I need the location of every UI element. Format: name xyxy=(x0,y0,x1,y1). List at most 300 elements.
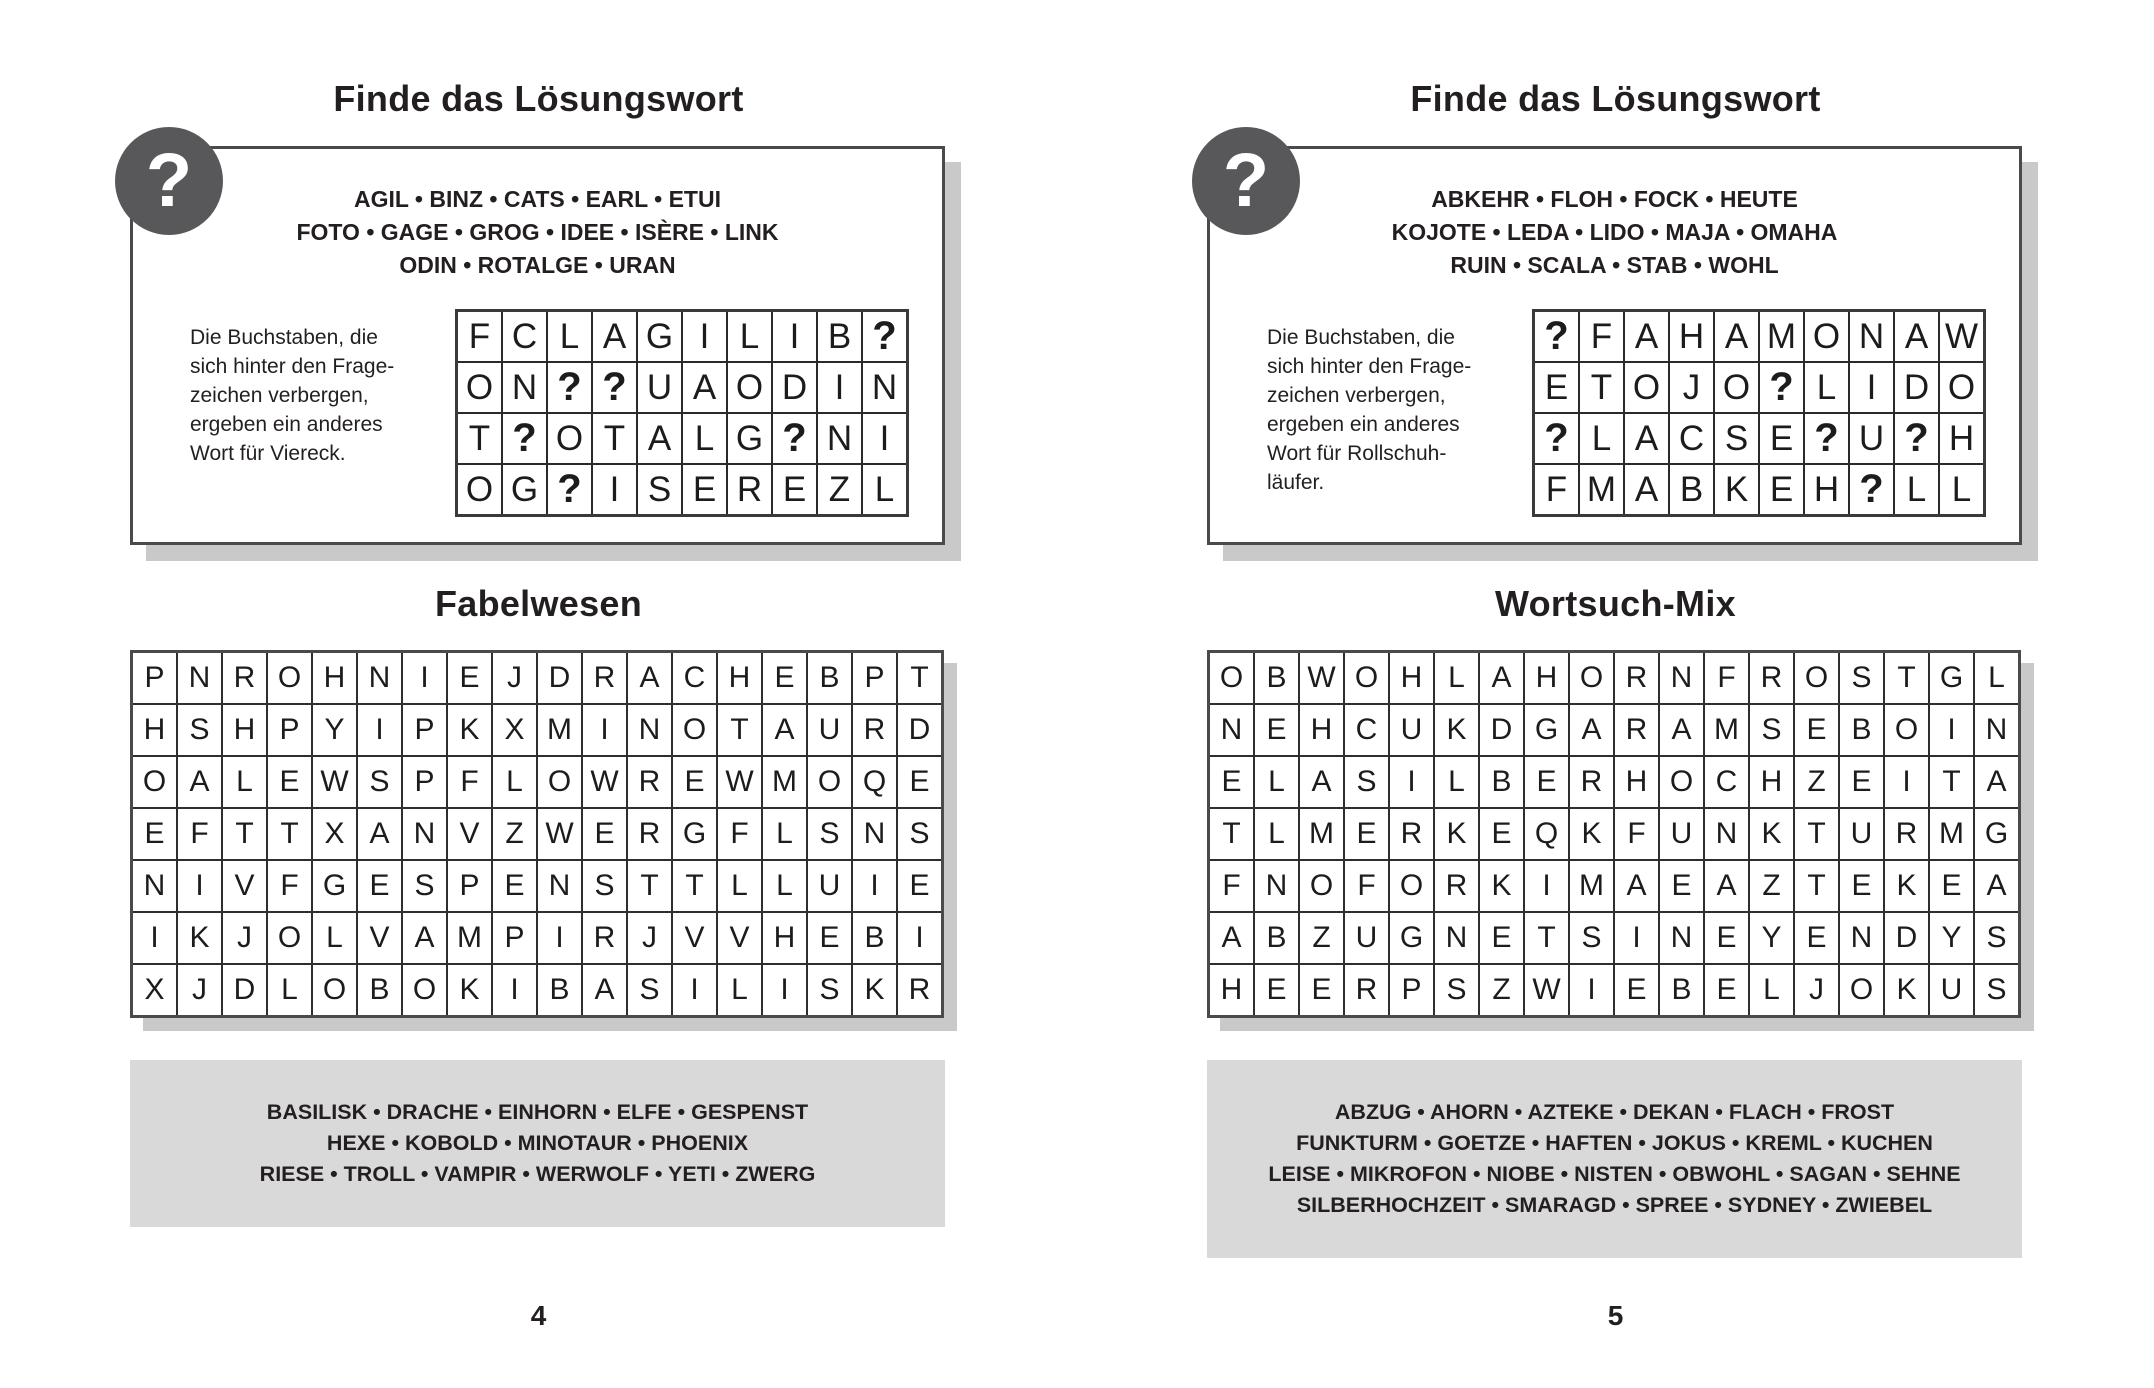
grid-row xyxy=(1209,652,2020,705)
letter-cell: K xyxy=(1479,860,1524,912)
letter-cell: H xyxy=(1749,756,1794,808)
letter-cell: L xyxy=(1434,756,1479,808)
letter-cell: K xyxy=(447,964,492,1017)
letter-cell: W xyxy=(1524,964,1569,1017)
letter-cell: I xyxy=(1929,704,1974,756)
letter-cell: R xyxy=(627,756,672,808)
grid-row xyxy=(1209,964,2020,1017)
letter-cell: L xyxy=(1749,964,1794,1017)
letter-cell: N xyxy=(1254,860,1299,912)
letter-cell: G xyxy=(1389,912,1434,964)
letter-cell: Z xyxy=(1479,964,1524,1017)
text-line: SILBERHOCHZEIT • SMARAGD • SPREE • SYDNEY • ZWIEBEL xyxy=(1296,1193,1933,1217)
letter-cell: K xyxy=(1884,860,1929,912)
letter-cell: O xyxy=(807,756,852,808)
letter-cell: W xyxy=(717,756,762,808)
letter-cell: B xyxy=(1659,964,1704,1017)
letter-cell: B xyxy=(1839,704,1884,756)
letter-cell: M xyxy=(1299,808,1344,860)
letter-cell: P xyxy=(492,912,537,964)
letter-cell: C xyxy=(502,311,547,363)
grid-row xyxy=(1209,808,2020,860)
hidden-letter-cell: ? xyxy=(1894,413,1939,464)
letter-cell: N xyxy=(862,362,908,413)
letter-cell: N xyxy=(402,808,447,860)
letter-cell: S xyxy=(1714,413,1759,464)
grid-row xyxy=(132,756,943,808)
hidden-letter-cell: ? xyxy=(1534,413,1580,464)
letter-cell: G xyxy=(1974,808,2020,860)
letter-cell: N xyxy=(1974,704,2020,756)
question-mark-glyph: ? xyxy=(145,138,193,223)
letter-cell: E xyxy=(357,860,402,912)
letter-cell: L xyxy=(492,756,537,808)
letter-cell: U xyxy=(1344,912,1389,964)
solution-puzzle-title: Finde das Lösungswort xyxy=(333,78,744,119)
letter-cell: I xyxy=(852,860,897,912)
letter-cell: F xyxy=(1614,808,1659,860)
letter-cell: P xyxy=(267,704,312,756)
letter-cell: S xyxy=(807,808,852,860)
letter-cell: B xyxy=(1254,912,1299,964)
letter-cell: R xyxy=(1344,964,1389,1017)
letter-cell: O xyxy=(1839,964,1884,1017)
letter-cell: O xyxy=(672,704,717,756)
letter-cell: R xyxy=(1569,756,1614,808)
letter-cell: S xyxy=(1839,652,1884,705)
letter-cell: M xyxy=(762,756,807,808)
letter-cell: I xyxy=(1884,756,1929,808)
letter-cell: P xyxy=(447,860,492,912)
letter-cell: T xyxy=(717,704,762,756)
letter-cell: B xyxy=(537,964,582,1017)
grid-row xyxy=(132,808,943,860)
letter-cell: M xyxy=(447,912,492,964)
letter-cell: T xyxy=(1929,756,1974,808)
letter-cell: X xyxy=(132,964,178,1017)
letter-cell: B xyxy=(1669,464,1714,516)
letter-cell: H xyxy=(1209,964,1255,1017)
letter-cell: V xyxy=(222,860,267,912)
letter-cell: E xyxy=(1794,912,1839,964)
letter-cell: O xyxy=(267,912,312,964)
letter-cell: G xyxy=(502,464,547,516)
letter-cell: R xyxy=(582,652,627,705)
letter-cell: R xyxy=(582,912,627,964)
letter-cell: B xyxy=(1254,652,1299,705)
grid-row xyxy=(457,362,908,413)
letter-cell: J xyxy=(222,912,267,964)
letter-cell: F xyxy=(1704,652,1749,705)
letter-cell: R xyxy=(897,964,943,1017)
letter-cell: A xyxy=(627,652,672,705)
letter-cell: A xyxy=(1624,464,1669,516)
grid-row xyxy=(132,704,943,756)
letter-cell: E xyxy=(132,808,178,860)
letter-cell: E xyxy=(1479,808,1524,860)
letter-cell: I xyxy=(582,704,627,756)
letter-cell: Y xyxy=(1749,912,1794,964)
letter-cell: O xyxy=(537,756,582,808)
letter-cell: N xyxy=(132,860,178,912)
letter-cell: H xyxy=(762,912,807,964)
letter-cell: T xyxy=(1579,362,1624,413)
letter-cell: N xyxy=(1434,912,1479,964)
letter-cell: U xyxy=(637,362,682,413)
letter-cell: O xyxy=(457,464,503,516)
grid-row xyxy=(1534,413,1985,464)
text-line: sich hinter den Frage- xyxy=(1267,355,1472,378)
letter-cell: H xyxy=(1804,464,1849,516)
text-line: ABKEHR • FLOH • FOCK • HEUTE xyxy=(1431,186,1798,212)
letter-cell: A xyxy=(1894,311,1939,363)
letter-cell: I xyxy=(177,860,222,912)
hidden-letter-cell: ? xyxy=(1849,464,1894,516)
letter-cell: E xyxy=(672,756,717,808)
letter-cell: E xyxy=(1534,362,1580,413)
letter-cell: O xyxy=(727,362,772,413)
text-line: Die Buchstaben, die xyxy=(190,326,378,349)
letter-cell: F xyxy=(717,808,762,860)
letter-cell: U xyxy=(807,860,852,912)
letter-cell: A xyxy=(762,704,807,756)
letter-cell: B xyxy=(1479,756,1524,808)
letter-cell: T xyxy=(1524,912,1569,964)
letter-cell: Y xyxy=(1929,912,1974,964)
letter-cell: E xyxy=(1344,808,1389,860)
letter-cell: S xyxy=(897,808,943,860)
letter-cell: W xyxy=(1299,652,1344,705)
letter-cell: Z xyxy=(1299,912,1344,964)
letter-cell: X xyxy=(492,704,537,756)
letter-cell: C xyxy=(1704,756,1749,808)
letter-cell: T xyxy=(1209,808,1255,860)
letter-cell: Z xyxy=(817,464,862,516)
letter-cell: A xyxy=(592,311,637,363)
letter-cell: X xyxy=(312,808,357,860)
letter-cell: I xyxy=(862,413,908,464)
text-line: RUIN • SCALA • STAB • WOHL xyxy=(1450,252,1779,278)
letter-cell: E xyxy=(807,912,852,964)
letter-cell: M xyxy=(1569,860,1614,912)
letter-cell: A xyxy=(582,964,627,1017)
letter-cell: H xyxy=(312,652,357,705)
letter-cell: Y xyxy=(312,704,357,756)
letter-cell: A xyxy=(357,808,402,860)
letter-cell: H xyxy=(1614,756,1659,808)
letter-cell: M xyxy=(1929,808,1974,860)
letter-cell: J xyxy=(177,964,222,1017)
letter-cell: A xyxy=(682,362,727,413)
text-line: AGIL • BINZ • CATS • EARL • ETUI xyxy=(353,186,721,212)
letter-cell: E xyxy=(1704,912,1749,964)
letter-cell: M xyxy=(1759,311,1804,363)
letter-cell: M xyxy=(1704,704,1749,756)
letter-cell: G xyxy=(637,311,682,363)
letter-cell: T xyxy=(222,808,267,860)
letter-cell: A xyxy=(1614,860,1659,912)
wordsearch-grid xyxy=(130,650,944,1018)
hidden-letter-cell: ? xyxy=(1804,413,1849,464)
wordsearch-grid xyxy=(1207,650,2021,1018)
letter-cell: H xyxy=(717,652,762,705)
letter-cell: T xyxy=(897,652,943,705)
letter-cell: K xyxy=(1884,964,1929,1017)
letter-cell: E xyxy=(1254,704,1299,756)
hidden-letter-cell: ? xyxy=(1759,362,1804,413)
letter-cell: E xyxy=(1209,756,1255,808)
letter-cell: R xyxy=(1749,652,1794,705)
letter-cell: Z xyxy=(492,808,537,860)
letter-cell: J xyxy=(1669,362,1714,413)
solution-puzzle-box xyxy=(130,138,945,545)
grid-row xyxy=(1209,704,2020,756)
letter-cell: A xyxy=(1624,311,1669,363)
letter-cell: T xyxy=(457,413,503,464)
hidden-letter-cell: ? xyxy=(547,362,592,413)
text-line: zeichen verbergen, xyxy=(1267,384,1446,407)
letter-cell: E xyxy=(1794,704,1839,756)
letter-cell: J xyxy=(1794,964,1839,1017)
letter-cell: A xyxy=(1479,652,1524,705)
letter-cell: A xyxy=(1209,912,1255,964)
text-line: FUNKTURM • GOETZE • HAFTEN • JOKUS • KREML • KUCHEN xyxy=(1296,1131,1933,1155)
letter-cell: D xyxy=(897,704,943,756)
grid-row xyxy=(132,912,943,964)
letter-cell: H xyxy=(222,704,267,756)
letter-cell: C xyxy=(1669,413,1714,464)
text-line: ergeben ein anderes xyxy=(190,413,383,436)
solution-letter-grid xyxy=(455,309,909,517)
letter-cell: L xyxy=(1254,808,1299,860)
letter-cell: B xyxy=(807,652,852,705)
hidden-letter-cell: ? xyxy=(772,413,817,464)
letter-cell: N xyxy=(357,652,402,705)
letter-cell: O xyxy=(1714,362,1759,413)
letter-cell: H xyxy=(132,704,178,756)
letter-cell: R xyxy=(727,464,772,516)
letter-cell: A xyxy=(1704,860,1749,912)
letter-cell: L xyxy=(1804,362,1849,413)
letter-cell: S xyxy=(177,704,222,756)
grid-row xyxy=(1209,912,2020,964)
letter-cell: T xyxy=(1884,652,1929,705)
grid-row xyxy=(132,652,943,705)
letter-cell: K xyxy=(447,704,492,756)
grid-row xyxy=(132,860,943,912)
letter-cell: H xyxy=(1669,311,1714,363)
letter-cell: L xyxy=(1894,464,1939,516)
wordsearch-word-list xyxy=(130,1060,945,1227)
letter-cell: D xyxy=(1894,362,1939,413)
letter-cell: M xyxy=(537,704,582,756)
letter-cell: O xyxy=(132,756,178,808)
letter-cell: B xyxy=(852,912,897,964)
letter-cell: S xyxy=(582,860,627,912)
letter-cell: E xyxy=(1839,860,1884,912)
letter-cell: S xyxy=(357,756,402,808)
letter-cell: F xyxy=(177,808,222,860)
letter-cell: O xyxy=(1794,652,1839,705)
letter-cell: F xyxy=(447,756,492,808)
letter-cell: I xyxy=(1524,860,1569,912)
letter-cell: A xyxy=(1974,860,2020,912)
letter-cell: T xyxy=(1794,808,1839,860)
letter-cell: U xyxy=(807,704,852,756)
instruction-text xyxy=(1267,323,1557,497)
letter-cell: N xyxy=(627,704,672,756)
solution-word-bank xyxy=(1210,183,2019,282)
letter-cell: F xyxy=(1534,464,1580,516)
letter-cell: D xyxy=(222,964,267,1017)
letter-cell: W xyxy=(312,756,357,808)
letter-cell: E xyxy=(682,464,727,516)
question-mark-glyph: ? xyxy=(1222,138,1270,223)
letter-cell: N xyxy=(852,808,897,860)
letter-cell: I xyxy=(492,964,537,1017)
letter-cell: E xyxy=(772,464,817,516)
letter-cell: O xyxy=(1939,362,1985,413)
letter-cell: A xyxy=(1624,413,1669,464)
letter-cell: E xyxy=(1299,964,1344,1017)
letter-cell: E xyxy=(1759,413,1804,464)
letter-cell: S xyxy=(637,464,682,516)
letter-cell: L xyxy=(1434,652,1479,705)
letter-cell: N xyxy=(502,362,547,413)
grid-row xyxy=(1534,311,1985,363)
letter-cell: D xyxy=(772,362,817,413)
letter-cell: D xyxy=(1884,912,1929,964)
letter-cell: K xyxy=(1714,464,1759,516)
letter-cell: A xyxy=(1569,704,1614,756)
text-line: sich hinter den Frage- xyxy=(190,355,395,378)
letter-cell: O xyxy=(1389,860,1434,912)
letter-cell: I xyxy=(537,912,582,964)
letter-cell: F xyxy=(267,860,312,912)
page-right xyxy=(1077,0,2154,1388)
letter-cell: Q xyxy=(852,756,897,808)
letter-cell: O xyxy=(547,413,592,464)
text-line: KOJOTE • LEDA • LIDO • MAJA • OMAHA xyxy=(1391,219,1838,245)
letter-cell: L xyxy=(762,808,807,860)
letter-cell: U xyxy=(1389,704,1434,756)
letter-cell: O xyxy=(1344,652,1389,705)
letter-cell: R xyxy=(627,808,672,860)
letter-cell: E xyxy=(1659,860,1704,912)
letter-cell: L xyxy=(267,964,312,1017)
letter-cell: I xyxy=(1614,912,1659,964)
letter-cell: S xyxy=(1974,912,2020,964)
letter-cell: P xyxy=(1389,964,1434,1017)
letter-cell: G xyxy=(1524,704,1569,756)
letter-cell: S xyxy=(627,964,672,1017)
letter-cell: S xyxy=(1974,964,2020,1017)
letter-cell: O xyxy=(1624,362,1669,413)
letter-cell: L xyxy=(862,464,908,516)
letter-cell: U xyxy=(1849,413,1894,464)
page-number: 5 xyxy=(1607,1300,1624,1331)
letter-cell: T xyxy=(1794,860,1839,912)
grid-row xyxy=(1534,464,1985,516)
letter-cell: O xyxy=(1299,860,1344,912)
letter-cell: M xyxy=(1579,464,1624,516)
letter-cell: Z xyxy=(1749,860,1794,912)
letter-cell: E xyxy=(1614,964,1659,1017)
letter-cell: N xyxy=(537,860,582,912)
letter-cell: L xyxy=(312,912,357,964)
letter-cell: S xyxy=(807,964,852,1017)
letter-cell: A xyxy=(402,912,447,964)
letter-cell: R xyxy=(222,652,267,705)
text-line: FOTO • GAGE • GROG • IDEE • ISÈRE • LINK xyxy=(296,219,779,245)
letter-cell: O xyxy=(267,652,312,705)
letter-cell: J xyxy=(627,912,672,964)
letter-cell: F xyxy=(1344,860,1389,912)
letter-cell: I xyxy=(817,362,862,413)
letter-cell: J xyxy=(492,652,537,705)
letter-cell: R xyxy=(1434,860,1479,912)
letter-cell: N xyxy=(1659,912,1704,964)
grid-row xyxy=(1534,362,1985,413)
letter-cell: E xyxy=(1839,756,1884,808)
letter-cell: C xyxy=(1344,704,1389,756)
letter-cell: O xyxy=(1804,311,1849,363)
letter-cell: L xyxy=(727,311,772,363)
letter-cell: E xyxy=(897,756,943,808)
letter-cell: E xyxy=(1479,912,1524,964)
text-line: ABZUG • AHORN • AZTEKE • DEKAN • FLACH • FROST xyxy=(1334,1100,1895,1124)
solution-letter-grid xyxy=(1532,309,1986,517)
grid-row xyxy=(132,964,943,1017)
text-line: LEISE • MIKROFON • NIOBE • NISTEN • OBWOHL • SAGAN • SEHNE xyxy=(1268,1162,1961,1186)
letter-cell: L xyxy=(1579,413,1624,464)
instruction-text xyxy=(190,323,480,468)
letter-cell: S xyxy=(1569,912,1614,964)
letter-cell: O xyxy=(1659,756,1704,808)
letter-cell: I xyxy=(1569,964,1614,1017)
letter-cell: L xyxy=(717,964,762,1017)
wordsearch-title: Wortsuch-Mix xyxy=(1495,583,1736,624)
text-line: ergeben ein anderes xyxy=(1267,413,1460,436)
letter-cell: S xyxy=(1434,964,1479,1017)
text-line: Wort für Viereck. xyxy=(190,442,346,465)
letter-cell: L xyxy=(547,311,592,363)
text-line: Wort für Rollschuh- xyxy=(1267,442,1447,465)
letter-cell: N xyxy=(1839,912,1884,964)
letter-cell: I xyxy=(897,912,943,964)
letter-cell: F xyxy=(457,311,503,363)
letter-cell: S xyxy=(1749,704,1794,756)
letter-cell: S xyxy=(402,860,447,912)
letter-cell: N xyxy=(1209,704,1255,756)
letter-cell: O xyxy=(312,964,357,1017)
letter-cell: I xyxy=(762,964,807,1017)
letter-cell: I xyxy=(682,311,727,363)
letter-cell: H xyxy=(1939,413,1985,464)
grid-row xyxy=(457,311,908,363)
wordsearch-word-list xyxy=(1207,1060,2022,1258)
letter-cell: T xyxy=(672,860,717,912)
letter-cell: W xyxy=(537,808,582,860)
text-line: ODIN • ROTALGE • URAN xyxy=(399,252,676,278)
letter-cell: W xyxy=(1939,311,1985,363)
letter-cell: E xyxy=(1524,756,1569,808)
letter-cell: K xyxy=(1434,808,1479,860)
letter-cell: V xyxy=(357,912,402,964)
letter-cell: N xyxy=(1659,652,1704,705)
letter-cell: N xyxy=(1849,311,1894,363)
grid-row xyxy=(1209,756,2020,808)
